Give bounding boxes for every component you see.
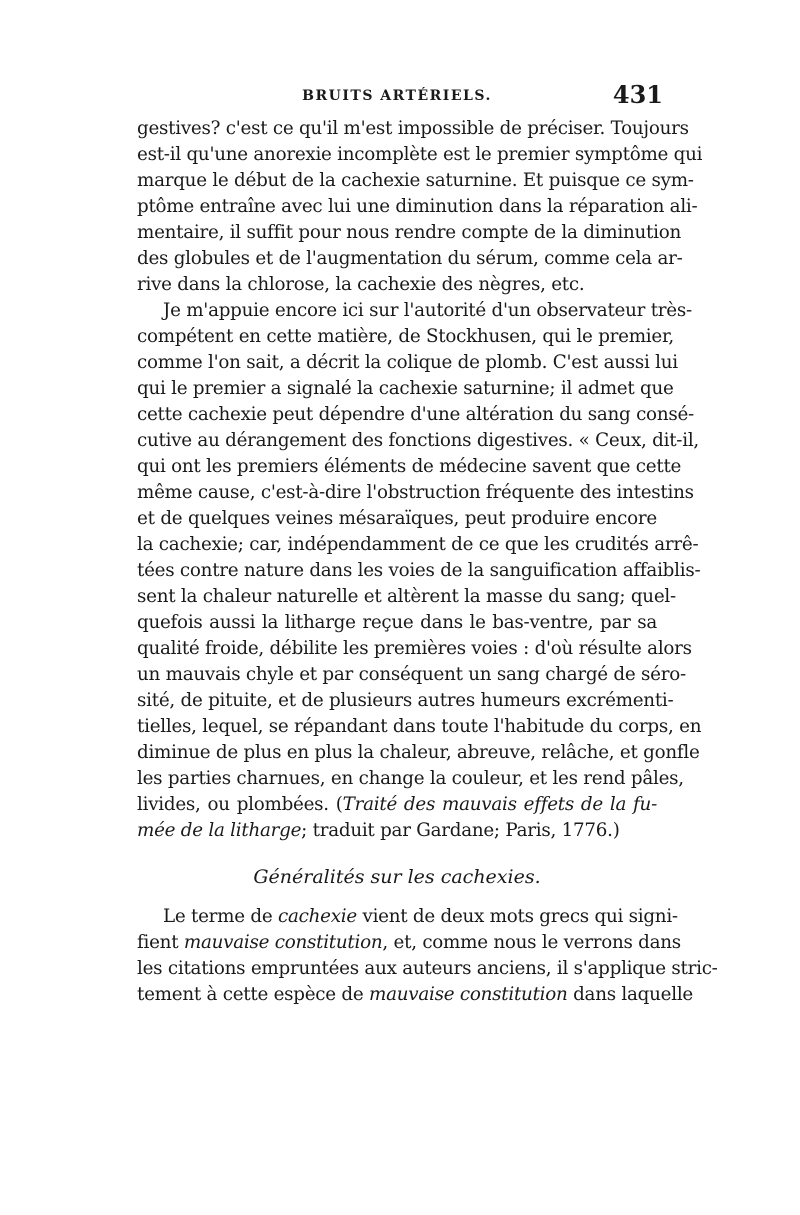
text-line: la cachexie; car, indépendamment de ce que les crudités arrê- — [137, 534, 699, 555]
text-run: tement à cette espèce de — [137, 984, 370, 1005]
text-line: qualité froide, débilite les premières voies : d'où résulte alors — [137, 638, 692, 659]
book-page — [137, 70, 718, 1008]
running-title: BRUITS ARTÉRIELS. — [302, 88, 492, 104]
text-line: les citations empruntées aux auteurs anciens, il s'applique stric- — [137, 958, 718, 979]
text-line: gestives? c'est ce qu'il m'est impossible de préciser. Toujours — [137, 118, 689, 139]
section-heading: Généralités sur les cachexies. — [253, 866, 541, 888]
text-run: ; traduit par Gardane; Paris, 1776.) — [301, 820, 620, 841]
text-line — [137, 818, 657, 844]
text-run: Le terme de — [163, 906, 278, 927]
text-line: des globules et de l'augmentation du sérum, comme cela ar- — [137, 248, 683, 269]
text-line: rive dans la chlorose, la cachexie des nègres, etc. — [137, 274, 585, 295]
text-line: un mauvais chyle et par conséquent un sang chargé de séro- — [137, 664, 686, 685]
running-header — [137, 70, 663, 116]
text-line: ptôme entraîne avec lui une diminution dans la réparation ali- — [137, 196, 698, 217]
text-run: fient — [137, 932, 184, 953]
text-line: est-il qu'une anorexie incomplète est le premier symptôme qui — [137, 144, 703, 165]
text-line: compétent en cette matière, de Stockhusen, qui le premier, — [137, 326, 674, 347]
text-line — [137, 904, 678, 930]
text-line: même cause, c'est-à-dire l'obstruction fréquente des intestins — [137, 482, 694, 503]
paragraph-3 — [137, 904, 718, 1008]
text-line — [137, 792, 657, 818]
text-line: marque le début de la cachexie saturnine. Et puisque ce sym- — [137, 170, 694, 191]
page-number: 431 — [612, 80, 663, 109]
text-line — [137, 930, 681, 956]
text-line: diminue de plus en plus la chaleur, abreuve, relâche, et gonfle — [137, 742, 700, 763]
paragraph-2 — [137, 298, 702, 844]
citation-title: mée de la litharge — [137, 820, 302, 841]
text-line: cette cachexie peut dépendre d'une altération du sang consé- — [137, 404, 694, 425]
text-run: dans laquelle — [567, 984, 693, 1005]
text-line: qui ont les premiers éléments de médecine savent que cette — [137, 456, 682, 477]
text-run: vient de deux mots grecs qui signi- — [356, 906, 678, 927]
emphasis: mauvaise constitution — [369, 984, 568, 1005]
text-line: les parties charnues, en change la couleur, et les rend pâles, — [137, 768, 684, 789]
text-line: cutive au dérangement des fonctions digestives. « Ceux, dit-il, — [137, 430, 699, 451]
emphasis: mauvaise constitution — [183, 932, 383, 953]
paragraph-1 — [137, 116, 703, 298]
text-run: livides, ou plombées. ( — [137, 794, 343, 815]
text-line: sité, de pituite, et de plusieurs autres humeurs excrémenti- — [137, 690, 674, 711]
text-line: sent la chaleur naturelle et altèrent la masse du sang; quel- — [137, 586, 676, 607]
text-line: tielles, lequel, se répandant dans toute l'habitude du corps, en — [137, 716, 702, 737]
text-line: mentaire, il suffit pour nous rendre compte de la diminution — [137, 222, 681, 243]
citation-title: Traité des mauvais effets de la fu- — [342, 794, 657, 815]
text-line: et de quelques veines mésaraïques, peut produire encore — [137, 508, 657, 529]
text-line — [137, 982, 693, 1008]
text-line: Je m'appuie encore ici sur l'autorité d'un observateur très- — [163, 300, 692, 321]
text-line: comme l'on sait, a décrit la colique de plomb. C'est aussi lui — [137, 352, 678, 373]
emphasis: cachexie — [277, 906, 357, 927]
text-line: tées contre nature dans les voies de la sanguification affaiblis- — [137, 560, 701, 581]
text-line: quefois aussi la litharge reçue dans le bas-ventre, par sa — [137, 612, 657, 633]
text-run: , et, comme nous le verrons dans — [382, 932, 681, 953]
text-line: qui le premier a signalé la cachexie saturnine; il admet que — [137, 378, 674, 399]
